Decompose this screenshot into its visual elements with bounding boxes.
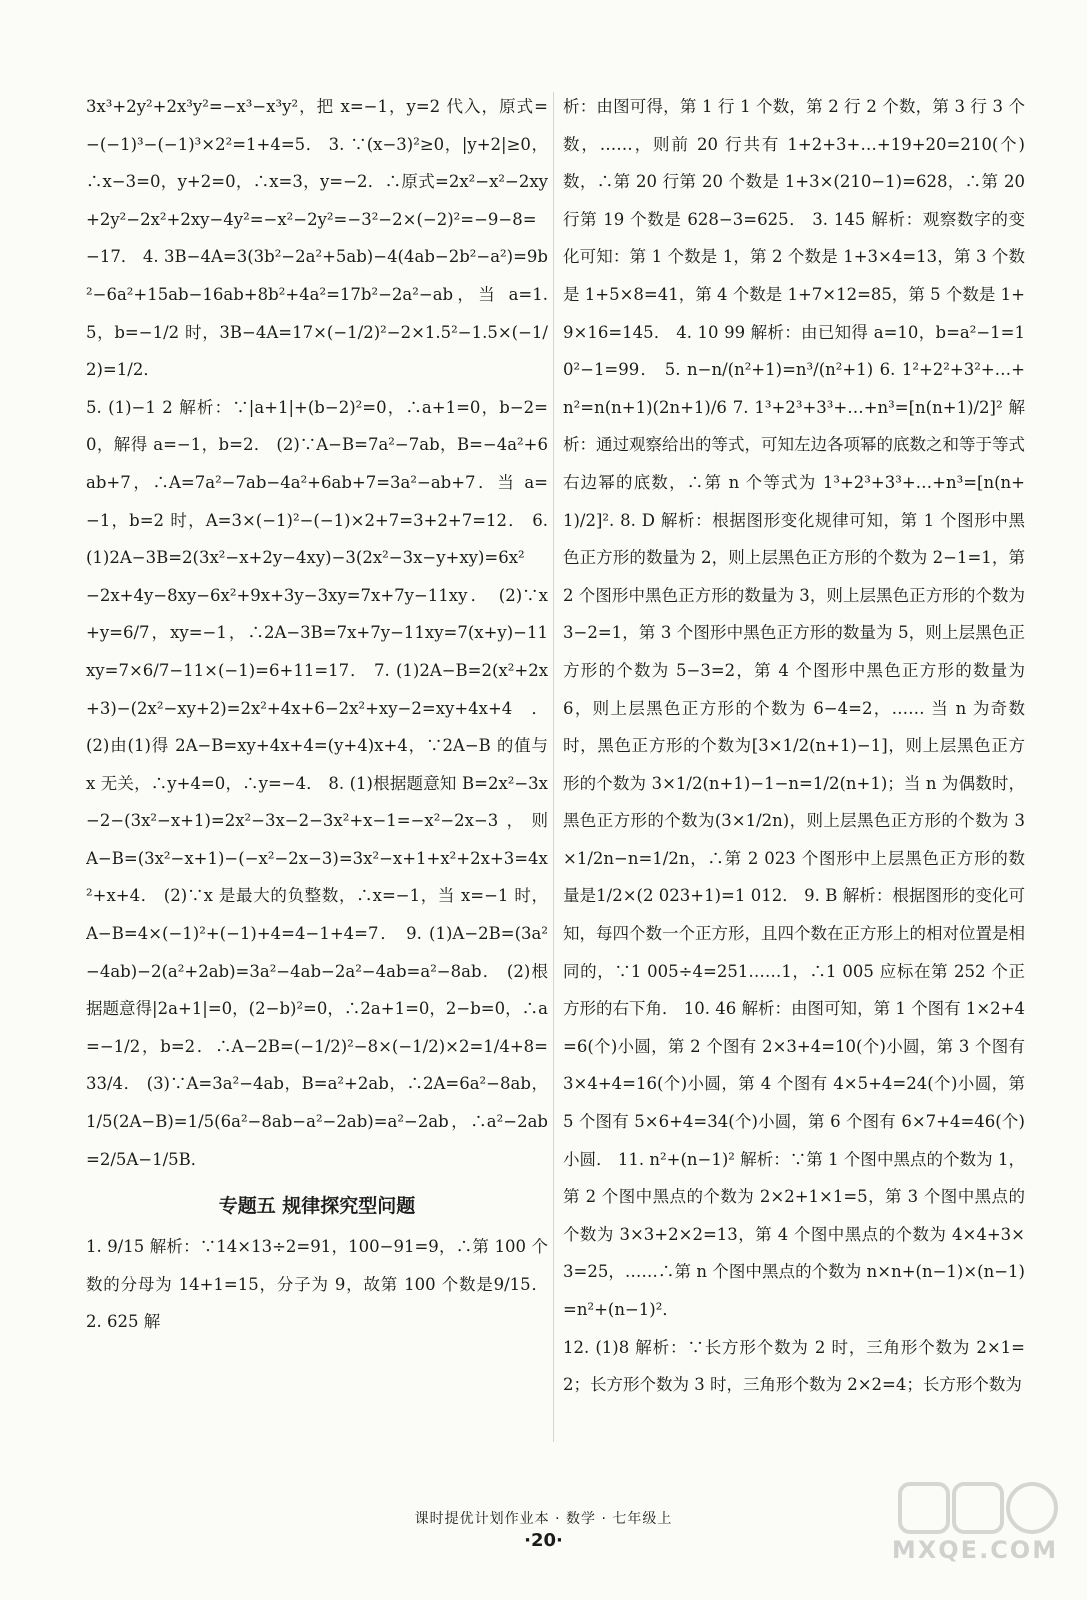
section-heading: 专题五 规律探究型问题 [218, 1195, 416, 1218]
book-title: 课时提优计划作业本 · 数学 · 七年级上 [414, 1511, 673, 1527]
watermark-badge-icon [880, 1478, 1070, 1538]
page-number: ·20· [524, 1530, 563, 1551]
answer-column-right [563, 88, 1025, 1478]
watermark-text: MXQE.COM [891, 1536, 1059, 1564]
column-divider [553, 92, 554, 1442]
answer-paragraph: 1. 9/15 解析：∵14×13÷2=91，100−91=9，∴第 100 个数的分母为 14+1=15，分子为 9，故第 100 个数是9/15． 2. 625 解 [86, 1237, 548, 1332]
answer-column-left [86, 88, 548, 1440]
answer-paragraph: 5. (1)−1 2 解析：∵|a+1|+(b−2)²=0，∴a+1=0，b−2=0，解得 a=−1，b=2． (2)∵A−B=7a²−7ab，B=−4a²+6ab+7，∴A=7a²−7ab−4a²+6ab+7=3a²−ab+7．当 a=−1，b=2 时，A=3×(−1)²−(−1)×2+7=3+2+7=12． 6. (1)2A−3B=2(3x²−x+2y−4xy)−3(2x²−3x−y+xy)=6x²−2x+4y−8xy−6x²+9x+3y−3xy=7x+7y−11xy． (2)∵x+y=6/7，xy=−1，∴2A−3B=7x+7y−11xy=7(x+y)−11xy=7×6/7−11×(−1)=6+11=17． 7. (1)2A−B=2(x²+2x+3)−(2x²−xy+2)=2x²+4x+6−2x²+xy−2=xy+4x+4． (2)由(1)得 2A−B=xy+4x+4=(y+4)x+4，∵2A−B 的值与 x 无关，∴y+4=0，∴y=−4． 8. (1)根据题意知 B=2x²−3x−2−(3x²−x+1)=2x²−3x−2−3x²+x−1=−x²−2x−3，则 A−B=(3x²−x+1)−(−x²−2x−3)=3x²−x+1+x²+2x+3=4x²+x+4． (2)∵x 是最大的负整数，∴x=−1，当 x=−1 时，A−B=4×(−1)²+(−1)+4=4−1+4=7． 9. (1)A−2B=(3a²−4ab)−2(a²+2ab)=3a²−4ab−2a²−4ab=a²−8ab． (2)根据题意得|2a+1|=0，(2−b)²=0，∴2a+1=0，2−b=0，∴a=−1/2，b=2．∴A−2B=(−1/2)²−8×(−1/2)×2=1/4+8=33/4． (3)∵A=3a²−4ab，B=a²+2ab，∴2A=6a²−8ab，1/5(2A−B)=1/5(6a²−8ab−a²−2ab)=a²−2ab，∴a²−2ab=2/5A−1/5B． [86, 397, 548, 1169]
watermark-logo [880, 1478, 1070, 1588]
answer-paragraph: 12. (1)8 解析：∵长方形个数为 2 时，三角形个数为 2×1=2；长方形个数为 3 时，三角形个数为 2×2=4；长方形个数为 [563, 1337, 1025, 1395]
answer-paragraph: 3x³+2y²+2x³y²=−x³−x³y²，把 x=−1，y=2 代入，原式=−(−1)³−(−1)³×2²=1+4=5． 3. ∵(x−3)²≥0，|y+2|≥0，∴x−3=0，y+2=0，∴x=3，y=−2．∴原式=2x²−x²−2xy+2y²−2x²+2xy−4y²=−x²−2y²=−3²−2×(−2)²=−9−8=−17． 4. 3B−4A=3(3b²−2a²+5ab)−4(4ab−2b²−a²)=9b²−6a²+15ab−16ab+8b²+4a²=17b²−2a²−ab，当 a=1.5，b=−1/2 时，3B−4A=17×(−1/2)²−2×1.5²−1.5×(−1/2)=1/2． [86, 97, 548, 380]
answer-paragraph: 析：由图可得，第 1 行 1 个数，第 2 行 2 个数，第 3 行 3 个数，……，则前 20 行共有 1+2+3+…+19+20=210(个)数，∴第 20 行第 20 个数是 1+3×(210−1)=628，∴第 20 行第 19 个数是 628−3=625． 3. 145 解析：观察数字的变化可知：第 1 个数是 1，第 2 个数是 1+3×4=13，第 3 个数是 1+5×8=41，第 4 个数是 1+7×12=85，第 5 个数是 1+9×16=145． 4. 10 99 解析：由已知得 a=10，b=a²−1=10²−1=99． 5. n−n/(n²+1)=n³/(n²+1) 6. 1²+2²+3²+…+n²=n(n+1)(2n+1)/6 7. 1³+2³+3³+…+n³=[n(n+1)/2]² 解析：通过观察给出的等式，可知左边各项幂的底数之和等于等式右边幂的底数，∴第 n 个等式为 1³+2³+3³+…+n³=[n(n+1)/2]². 8. D 解析：根据图形变化规律可知，第 1 个图形中黑色正方形的数量为 2，则上层黑色正方形的个数为 2−1=1，第 2 个图形中黑色正方形的数量为 3，则上层黑色正方形的个数为 3−2=1，第 3 个图形中黑色正方形的数量为 5，则上层黑色正方形的个数为 5−3=2，第 4 个图形中黑色正方形的数量为 6，则上层黑色正方形的个数为 6−4=2，…… 当 n 为奇数时，黑色正方形的个数为[3×1/2(n+1)−1]，则上层黑色正方形的个数为 3×1/2(n+1)−1−n=1/2(n+1)；当 n 为偶数时，黑色正方形的个数为(3×1/2n)，则上层黑色正方形的个数为 3×1/2n−n=1/2n，∴第 2 023 个图形中上层黑色正方形的数量是1/2×(2 023+1)=1 012． 9. B 解析：根据图形的变化可知，每四个数一个正方形，且四个数在正方形上的相对位置是相同的，∵1 005÷4=251……1，∴1 005 应标在第 252 个正方形的右下角． 10. 46 解析：由图可知，第 1 个图有 1×2+4=6(个)小圆，第 2 个图有 2×3+4=10(个)小圆，第 3 个图有 3×4+4=16(个)小圆，第 4 个图有 4×5+4=24(个)小圆，第 5 个图有 5×6+4=34(个)小圆，第 6 个图有 6×7+4=46(个)小圆． 11. n²+(n−1)² 解析：∵第 1 个图中黑点的个数为 1，第 2 个图中黑点的个数为 2×2+1×1=5，第 3 个图中黑点的个数为 3×3+2×2=13，第 4 个图中黑点的个数为 4×4+3×3=25，……∴第 n 个图中黑点的个数为 n×n+(n−1)×(n−1)=n²+(n−1)²． [563, 97, 1025, 1319]
